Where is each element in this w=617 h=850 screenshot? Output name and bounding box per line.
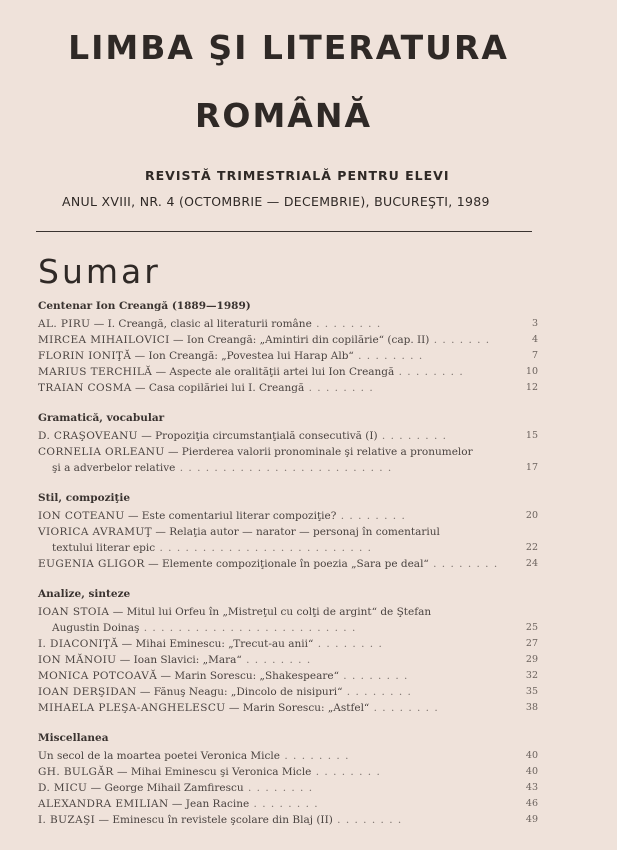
entry-author: FLORIN IONIŢĂ xyxy=(38,350,132,362)
entry-author: MIHAELA PLEŞA-ANGHELESCU xyxy=(38,702,226,714)
toc-entry[interactable] xyxy=(38,348,538,364)
entry-title: — Eminescu în revistele şcolare din Blaj (II) xyxy=(95,814,333,826)
leader-dots: . . . . . . . . xyxy=(353,350,424,362)
page-number: 49 xyxy=(525,814,538,825)
toc-entry-line xyxy=(38,652,498,668)
page-number: 35 xyxy=(525,686,538,697)
page-number: 43 xyxy=(525,782,538,793)
entry-title: — George Mihail Zamfirescu xyxy=(87,782,244,794)
entry-title: — Casa copilăriei lui I. Creangă xyxy=(131,382,305,394)
page-number: 25 xyxy=(525,622,538,633)
leader-dots: . . . . . . . . xyxy=(338,670,409,682)
toc-entry-line xyxy=(38,428,498,444)
entry-title-continuation xyxy=(38,540,498,556)
entry-author: MONICA POTCOAVĂ xyxy=(38,670,158,682)
entry-title: — Ion Creangă: „Amintiri din copilărie“ (cap. II) xyxy=(169,334,430,346)
page-number: 29 xyxy=(525,654,538,665)
page-number: 40 xyxy=(525,750,538,761)
section-title: Miscellanea xyxy=(38,732,109,744)
entry-author: D. MICU xyxy=(38,782,88,794)
leader-dots: . . . . . . . . xyxy=(342,686,412,698)
page-number: 24 xyxy=(525,558,538,569)
toc-entry-line xyxy=(38,444,498,460)
leader-dots: . . . . . . . . xyxy=(280,750,350,762)
toc-entry[interactable] xyxy=(38,332,538,348)
toc-entry-line xyxy=(38,764,498,780)
toc-entry[interactable] xyxy=(38,684,538,700)
toc-entry[interactable] xyxy=(38,668,538,684)
entry-author: CORNELIA ORLEANU xyxy=(38,446,165,458)
leader-dots: . . . . . . . . xyxy=(249,798,319,810)
entry-title: — Este comentariul literar compoziţie? xyxy=(124,510,337,522)
leader-dots: . . . . . . . . xyxy=(394,366,464,378)
toc-entry[interactable] xyxy=(38,812,538,828)
entry-author: I. DIACONIŢĂ xyxy=(38,638,119,650)
entry-title: — Mihai Eminescu şi Veronica Micle xyxy=(113,766,312,778)
leader-dots: . . . . . . . . . . . . . . . . . . . . . . . . . xyxy=(155,542,373,554)
page-number: 38 xyxy=(525,702,538,713)
entry-author: IOAN DERŞIDAN xyxy=(38,686,137,698)
leader-dots: . . . . . . . . xyxy=(241,654,312,666)
toc-entry-line xyxy=(38,604,498,620)
toc-entry-line xyxy=(38,796,498,812)
entry-title: — Relaţia autor — narator — personaj în comentariul xyxy=(152,526,440,538)
toc-entry-line xyxy=(38,316,498,332)
toc-entry-line xyxy=(38,556,498,572)
toc-entry-line xyxy=(38,364,498,380)
toc-entry[interactable] xyxy=(38,796,538,812)
entry-title: — Aspecte ale oralităţii artei lui Ion Creangă xyxy=(152,366,395,378)
entry-title: — Ion Creangă: „Povestea lui Harap Alb“ xyxy=(131,350,354,362)
page-number: 40 xyxy=(525,766,538,777)
divider-rule xyxy=(36,231,532,232)
issue-info: ANUL XVIII, NR. 4 (OCTOMBRIE — DECEMBRIE), BUCUREŞTI, 1989 xyxy=(62,194,490,209)
leader-dots: . . . . . . . . xyxy=(377,430,447,442)
leader-dots: . . . . . . . . xyxy=(304,382,374,394)
page-number: 7 xyxy=(531,350,538,361)
section-title: Stil, compoziţie xyxy=(38,492,131,504)
page-number: 46 xyxy=(525,798,538,809)
entry-author: ION MĂNOIU xyxy=(38,654,117,666)
leader-dots: . . . . . . . . xyxy=(369,702,439,714)
toc-entry[interactable] xyxy=(38,764,538,780)
entry-title: — I. Creangă, clasic al literaturii române xyxy=(90,318,312,330)
toc-entry[interactable] xyxy=(38,364,538,380)
entry-title: — Marin Sorescu: „Shakespeare“ xyxy=(157,670,339,682)
toc-entry[interactable] xyxy=(38,556,538,572)
page-number: 12 xyxy=(525,382,538,393)
page-number: 4 xyxy=(531,334,538,345)
leader-dots: . . . . . . . . xyxy=(311,766,381,778)
toc-entry[interactable] xyxy=(38,316,538,332)
entry-title: — Mitul lui Orfeu în „Mistreţul cu colţi de argint“ de Ştefan xyxy=(109,606,432,618)
entry-title-continuation xyxy=(38,460,498,476)
leader-dots: . . . . . . . . xyxy=(336,510,406,522)
entry-author: ALEXANDRA EMILIAN xyxy=(38,798,169,810)
toc-entry-line xyxy=(38,668,498,684)
section-title: Centenar Ion Creangă (1889—1989) xyxy=(38,300,251,312)
entry-author: GH. BULGĂR xyxy=(38,766,114,778)
entry-title: — Elemente compoziţionale în poezia „Sara pe deal“ xyxy=(144,558,429,570)
entry-author: D. CRAŞOVEANU xyxy=(38,430,138,442)
leader-dots: . . . . . . . xyxy=(429,334,491,346)
toc-entry[interactable] xyxy=(38,700,538,716)
toc-entry[interactable] xyxy=(38,428,538,444)
entry-title: — Mihai Eminescu: „Trecut-au anii“ xyxy=(118,638,314,650)
leader-dots: . . . . . . . . xyxy=(428,558,499,570)
leader-dots: . . . . . . . . xyxy=(243,782,314,794)
toc-entry-line xyxy=(38,636,498,652)
entry-title: — Jean Racine xyxy=(168,798,250,810)
toc-entry-line xyxy=(38,812,498,828)
entry-author: MARIUS TERCHILĂ xyxy=(38,366,153,378)
page-number: 3 xyxy=(531,318,538,329)
toc-section xyxy=(38,586,538,716)
contents-heading: Sumar xyxy=(38,252,161,291)
toc-entry[interactable] xyxy=(38,444,538,476)
entry-author: VIORICA AVRAMUŢ xyxy=(38,526,153,538)
entry-title-continuation-text: Augustin Doinaş xyxy=(52,622,140,634)
toc-section xyxy=(38,490,538,572)
toc-entry[interactable] xyxy=(38,748,538,764)
entry-author: EUGENIA GLIGOR xyxy=(38,558,145,570)
entry-author: ION COTEANU xyxy=(38,510,125,522)
toc-entry-line xyxy=(38,380,498,396)
leader-dots: . . . . . . . . . . . . . . . . . . . . . . . . . xyxy=(175,462,393,474)
entry-title: — Ioan Slavici: „Mara“ xyxy=(116,654,242,666)
toc-entry[interactable] xyxy=(38,524,538,556)
entry-title: Un secol de la moartea poetei Veronica Micle xyxy=(38,750,280,762)
entry-author: AL. PIRU xyxy=(38,318,91,330)
page-number: 15 xyxy=(525,430,538,441)
masthead-subtitle: REVISTĂ TRIMESTRIALĂ PENTRU ELEVI xyxy=(145,168,450,183)
toc-entry-line xyxy=(38,780,498,796)
toc-entry[interactable] xyxy=(38,636,538,652)
toc-section xyxy=(38,730,538,828)
entry-title-continuation-text: şi a adverbelor relative xyxy=(52,462,176,474)
toc-entry-line xyxy=(38,508,498,524)
toc-entry[interactable] xyxy=(38,652,538,668)
toc-entry[interactable] xyxy=(38,780,538,796)
toc-entry[interactable] xyxy=(38,380,538,396)
toc-entry[interactable] xyxy=(38,508,538,524)
entry-author: IOAN STOIA xyxy=(38,606,110,618)
toc-section xyxy=(38,410,538,476)
section-title: Analize, sinteze xyxy=(38,588,131,600)
leader-dots: . . . . . . . . xyxy=(311,318,382,330)
entry-title-continuation xyxy=(38,620,498,636)
toc-section xyxy=(38,298,538,396)
page-number: 22 xyxy=(525,542,538,553)
toc-entry-line xyxy=(38,332,498,348)
section-title: Gramatică, vocabular xyxy=(38,412,165,424)
entry-author: MIRCEA MIHAILOVICI xyxy=(38,334,170,346)
toc-entry-line xyxy=(38,348,498,364)
entry-title: — Propoziţia circumstanţială consecutivă (I) xyxy=(137,430,378,442)
toc-entry[interactable] xyxy=(38,604,538,636)
entry-title-continuation-text: textului literar epic xyxy=(52,542,156,554)
masthead-title-line1: LIMBA ŞI LITERATURA xyxy=(68,28,509,67)
entry-author: I. BUZAŞI xyxy=(38,814,96,826)
page-number: 10 xyxy=(525,366,538,377)
toc-entry-line xyxy=(38,524,498,540)
page-number: 27 xyxy=(525,638,538,649)
page-number: 17 xyxy=(525,462,538,473)
toc-entry-line xyxy=(38,684,498,700)
entry-title: — Marin Sorescu: „Astfel“ xyxy=(225,702,370,714)
page-number: 20 xyxy=(525,510,538,521)
table-of-contents xyxy=(38,298,538,842)
leader-dots: . . . . . . . . xyxy=(332,814,403,826)
leader-dots: . . . . . . . . xyxy=(313,638,383,650)
entry-title: — Pierderea valorii pronominale şi relative a pronumelor xyxy=(164,446,473,458)
toc-entry-line xyxy=(38,748,498,764)
page-number: 32 xyxy=(525,670,538,681)
masthead-title-line2: ROMÂNĂ xyxy=(195,96,372,135)
entry-title: — Fănuş Neagu: „Dincolo de nisipuri“ xyxy=(136,686,343,698)
leader-dots: . . . . . . . . . . . . . . . . . . . . . . . . . xyxy=(139,622,357,634)
toc-entry-line xyxy=(38,700,498,716)
entry-author: TRAIAN COSMA xyxy=(38,382,132,394)
